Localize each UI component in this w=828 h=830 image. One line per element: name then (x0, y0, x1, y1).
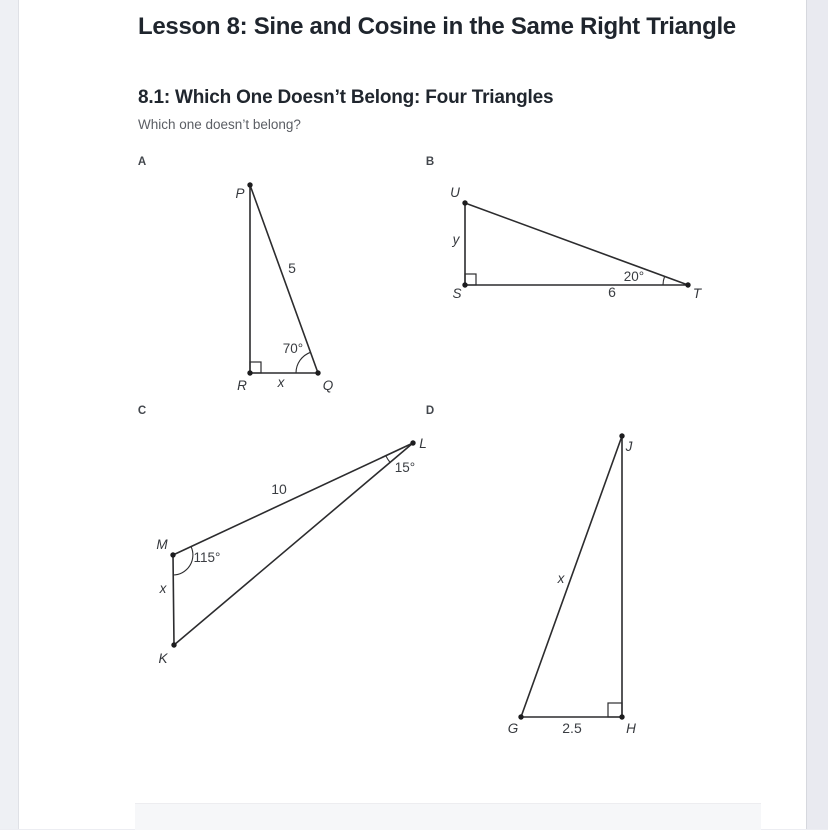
activity-heading: 8.1: Which One Doesn’t Belong: Four Triangles (138, 87, 554, 108)
triangle-ust-outline (465, 203, 688, 285)
vertex-label-h: H (626, 721, 636, 736)
vertex-label-q: Q (322, 378, 334, 393)
vertex-dot-h (619, 714, 624, 719)
side-label-gh: 2.5 (562, 720, 582, 736)
vertex-dot-p (247, 182, 252, 187)
vertex-label-r: R (237, 378, 247, 393)
page-title: Lesson 8: Sine and Cosine in the Same Right Triangle (138, 13, 736, 40)
right-angle-marker-h (608, 703, 622, 717)
vertex-label-m: M (156, 537, 168, 552)
side-label-mk: x (159, 581, 167, 596)
side-label-rq: x (277, 375, 285, 390)
vertex-label-t: T (692, 286, 702, 301)
angle-label-q: 70° (282, 341, 304, 356)
angle-label-m: 115° (193, 550, 221, 565)
side-label-st: 6 (608, 284, 616, 300)
vertex-dot-l (410, 440, 415, 445)
vertex-dot-k (171, 642, 176, 647)
side-label-pq: 5 (288, 260, 296, 276)
figure-a (138, 156, 334, 393)
side-label-su: y (452, 232, 460, 247)
vertex-dot-s (462, 282, 467, 287)
angle-arc-l (386, 456, 390, 463)
triangle-lmk-outline (173, 443, 416, 645)
vertex-label-l: L (419, 436, 427, 451)
side-label-ml: 10 (271, 481, 287, 497)
vertex-label-j: J (625, 439, 633, 454)
vertex-dot-r (247, 370, 252, 375)
vertex-dot-u (462, 200, 467, 205)
side-label-gj: x (557, 571, 565, 586)
figure-b-label: B (425, 156, 435, 168)
figure-d-label: D (425, 405, 435, 417)
vertex-dot-j (619, 433, 624, 438)
triangle-jgh-outline (521, 436, 622, 717)
vertex-label-p: P (235, 186, 245, 201)
angle-label-t: 20° (623, 269, 645, 284)
vertex-label-s: S (452, 286, 462, 301)
vertex-dot-g (518, 714, 523, 719)
angle-arc-t (663, 276, 665, 285)
figure-b (426, 156, 703, 301)
figure-d (426, 405, 636, 736)
vertex-label-k: K (158, 651, 168, 666)
figure-c-label: C (137, 405, 147, 417)
vertex-label-g: G (507, 721, 519, 736)
activity-prompt: Which one doesn’t belong? (138, 117, 301, 132)
angle-label-l: 15° (394, 460, 416, 475)
figure-c (138, 405, 427, 666)
figure-a-label: A (137, 156, 147, 168)
vertex-dot-m (170, 552, 175, 557)
vertex-label-u: U (450, 185, 460, 200)
vertex-dot-t (685, 282, 690, 287)
vertex-dot-q (315, 370, 320, 375)
